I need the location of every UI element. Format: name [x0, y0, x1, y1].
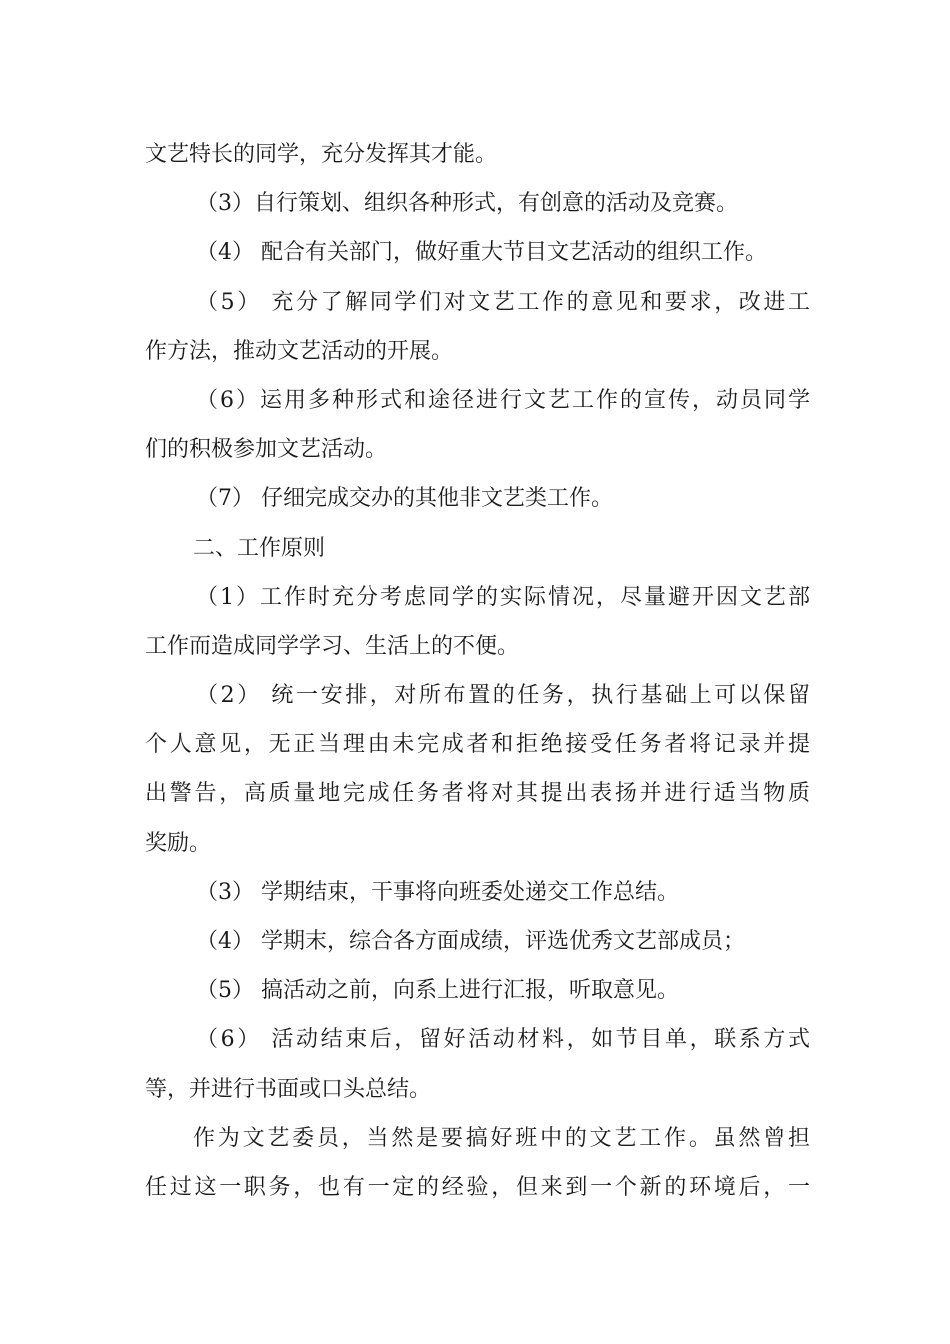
paragraph-line: 工作而造成同学学习、生活上的不便。 [145, 633, 520, 659]
paragraph-line: 奖励。 [145, 830, 212, 856]
paragraph-line: （2） 统一安排，对所布置的任务，执行基础上可以保留 [196, 683, 810, 709]
section-heading: 二、工作原则 [193, 535, 326, 561]
document-body [145, 130, 810, 1212]
paragraph-line: （6）运用多种形式和途径进行文艺工作的宣传，动员同学 [196, 387, 810, 413]
paragraph-line: （5） 充分了解同学们对文艺工作的意见和要求，改进工 [196, 289, 810, 315]
paragraph-line: 出警告，高质量地完成任务者将对其提出表扬并进行适当物质 [145, 781, 810, 807]
paragraph-line: 作方法，推动文艺活动的开展。 [145, 338, 454, 364]
paragraph-line: （3） 学期结束，干事将向班委处递交工作总结。 [196, 879, 679, 905]
paragraph-line: 个人意见，无正当理由未完成者和拒绝接受任务者将记录并提 [145, 732, 810, 758]
paragraph-line: （1）工作时充分考虑同学的实际情况，尽量避开因文艺部 [196, 584, 810, 610]
paragraph-line: （3）自行策划、组织各种形式，有创意的活动及竞赛。 [196, 191, 738, 217]
paragraph-line: 等，并进行书面或口头总结。 [145, 1076, 432, 1102]
paragraph-line: 文艺特长的同学，充分发挥其才能。 [145, 142, 498, 167]
paragraph-line: （6） 活动结束后，留好活动材料，如节目单，联系方式 [196, 1027, 810, 1053]
paragraph-line: 任过这一职务，也有一定的经验，但来到一个新的环境后，一 [145, 1174, 810, 1200]
paragraph-line: 作为文艺委员，当然是要搞好班中的文艺工作。虽然曾担 [193, 1125, 810, 1151]
paragraph-line: （4） 学期末，综合各方面成绩，评选优秀文艺部成员； [196, 929, 745, 954]
paragraph-line: （5） 搞活动之前，向系上进行汇报，听取意见。 [196, 978, 679, 1004]
paragraph-line: （7） 仔细完成交办的其他非文艺类工作。 [196, 486, 613, 512]
paragraph-line: 们的积极参加文艺活动。 [145, 437, 388, 463]
paragraph-line: （4） 配合有关部门，做好重大节目文艺活动的组织工作。 [196, 240, 767, 266]
